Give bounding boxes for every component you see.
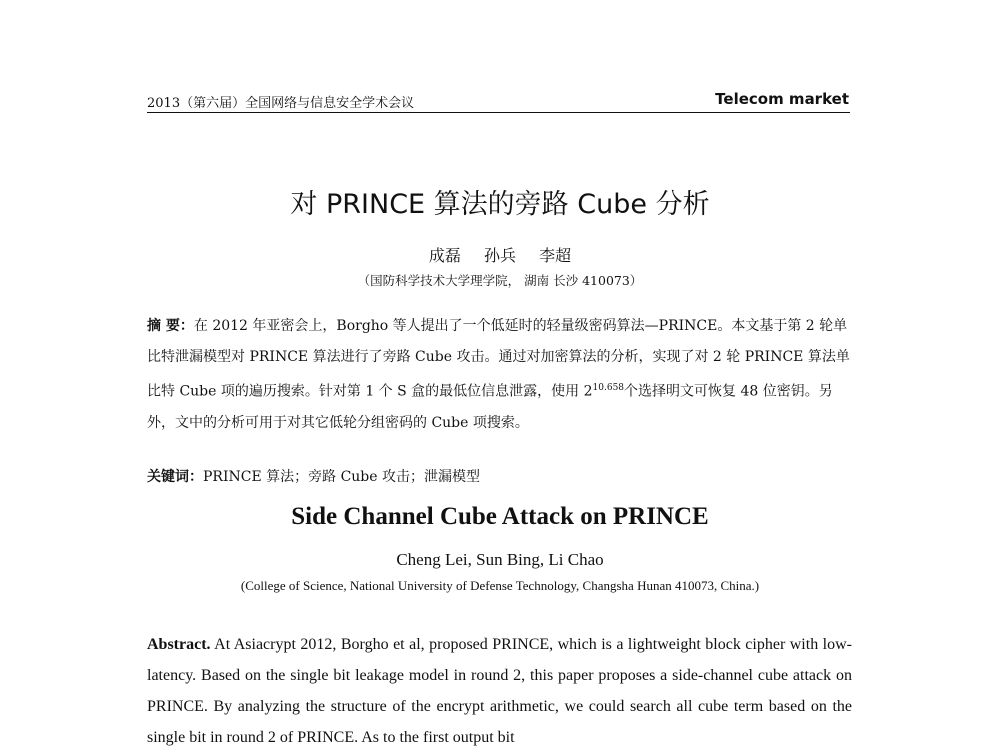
abstract-chinese-label: 摘 要： <box>147 318 194 334</box>
abstract-chinese-text-part2: 个选择明文可恢复 48 位密钥。另外，文中的分析可用于对其它低轮分组密码的 Cube 项搜索。 <box>147 383 833 431</box>
authors-english: Cheng Lei, Sun Bing, Li Chao <box>396 550 604 569</box>
paper-title-chinese: 对 PRINCE 算法的旁路 Cube 分析 <box>290 189 710 220</box>
abstract-english-label: Abstract. <box>147 636 211 653</box>
running-header-conference: 2013（第六届）全国网络与信息安全学术会议 <box>147 96 415 111</box>
header-divider <box>147 112 850 113</box>
affiliation-english: (College of Science, National University of Defense Technology, Changsha Hunan 410073, China.) <box>240 578 760 593</box>
keywords-chinese-text: PRINCE 算法；旁路 Cube 攻击；泄漏模型 <box>203 469 480 485</box>
abstract-chinese <box>147 311 852 439</box>
paper-title-english: Side Channel Cube Attack on PRINCE <box>291 503 709 530</box>
keywords-chinese-label: 关键词： <box>147 469 203 485</box>
abstract-chinese-exponent: 10.658 <box>592 383 625 393</box>
running-header-journal: Telecom market <box>715 90 849 108</box>
affiliation-chinese: （国防科学技术大学理学院， 湖南 长沙 410073） <box>357 273 643 288</box>
abstract-english-text: At Asiacrypt 2012, Borgho et al, proposed PRINCE, which is a lightweight block cipher with low-latency. Based on the single bit leakage model in round 2, this paper proposes a side-channel cube attack on PRINCE. By analyzing the structure of the encrypt arithmetic, we could search all cube term based on the single bit in round 2 of PRINCE. As to the first output bit <box>147 636 852 746</box>
abstract-english <box>147 629 852 753</box>
abstract-chinese-text-part1: 在 2012 年亚密会上，Borgho 等人提出了一个低延时的轻量级密码算法—PRINCE。本文基于第 2 轮单比特泄漏模型对 PRINCE 算法进行了旁路 Cube 攻击。通过对加密算法的分析，实现了对 2 轮 PRINCE 算法单比特 Cube 项的遍历搜索。针对第 1 个 S 盒的最低位信息泄露，使用 2 <box>147 318 850 400</box>
keywords-chinese <box>147 466 852 486</box>
authors-chinese: 成磊 孙兵 李超 <box>428 246 572 265</box>
